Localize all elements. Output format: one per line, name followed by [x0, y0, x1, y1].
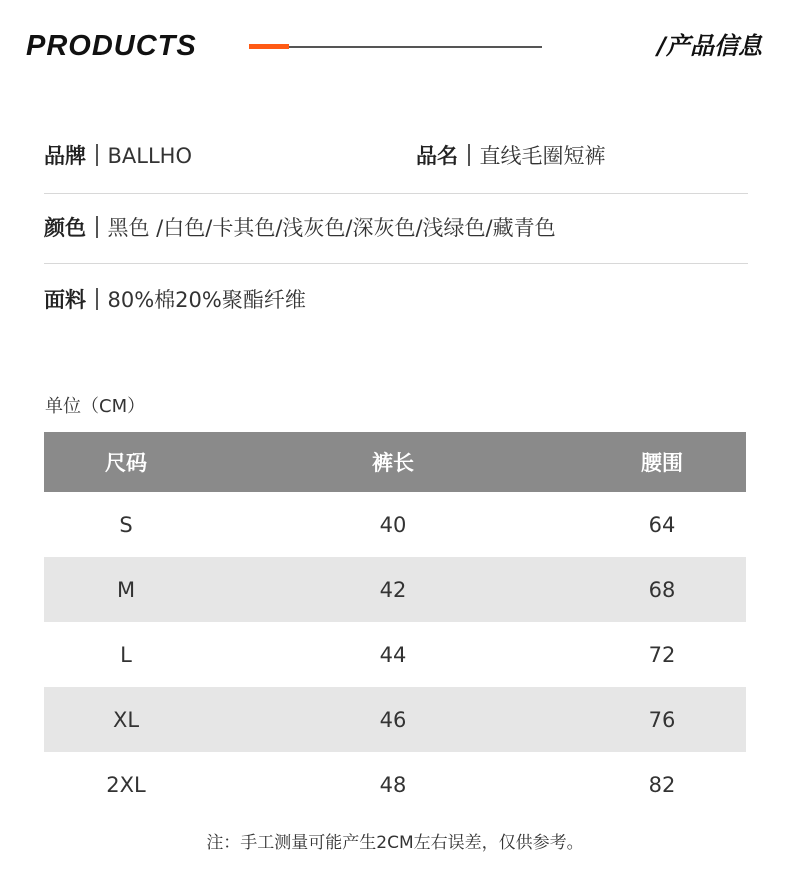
- fabric-key: 面料: [44, 288, 86, 312]
- size-cell: M: [44, 557, 208, 622]
- length-cell: 42: [208, 557, 578, 622]
- size-cell: S: [119, 512, 133, 537]
- header-length: 裤长: [208, 432, 578, 492]
- waist-cell: 82: [648, 772, 676, 797]
- fabric-row: [44, 285, 748, 315]
- waist-cell: 68: [578, 557, 746, 622]
- table-row: [44, 752, 746, 817]
- separator: [96, 144, 98, 166]
- name-key: 品名: [416, 144, 458, 168]
- size-cell: XL: [44, 687, 208, 752]
- color-value: 黑色 /白色/卡其色/浅灰色/深灰色/浅绿色/藏青色: [107, 216, 556, 240]
- size-cell: L: [120, 642, 132, 667]
- brand-value: BALLHO: [107, 144, 192, 168]
- table-row: [44, 492, 746, 557]
- page-header: [0, 0, 790, 90]
- unit-label: 单位（CM）: [45, 396, 146, 417]
- separator: [96, 288, 98, 310]
- brand-key: 品牌: [44, 144, 86, 168]
- color-key: 颜色: [44, 216, 86, 240]
- waist-cell: 72: [648, 642, 676, 667]
- waist-cell: 76: [578, 687, 746, 752]
- size-table-header: [44, 432, 746, 492]
- separator: [468, 144, 470, 166]
- size-cell: 2XL: [106, 772, 146, 797]
- name-value: 直线毛圈短裤: [479, 144, 606, 168]
- products-heading: PRODUCTS: [26, 30, 197, 62]
- length-cell: 40: [379, 512, 407, 537]
- length-cell: 46: [208, 687, 578, 752]
- header-divider-line: [289, 46, 542, 48]
- name-row: [416, 141, 748, 171]
- info-divider: [44, 193, 748, 194]
- info-divider: [44, 263, 748, 264]
- fabric-value: 80%棉20%聚酯纤维: [107, 288, 306, 312]
- table-row: [44, 622, 746, 687]
- table-row: [44, 687, 746, 752]
- header-size: 尺码: [44, 432, 208, 492]
- product-info-title: /产品信息: [657, 32, 762, 60]
- measurement-note: 注：手工测量可能产生2CM左右误差，仅供参考。: [206, 833, 584, 853]
- size-table: [44, 432, 746, 817]
- length-cell: 44: [379, 642, 407, 667]
- header-waist: 腰围: [578, 432, 746, 492]
- table-row: [44, 557, 746, 622]
- accent-line: [249, 44, 289, 49]
- color-row: [44, 213, 748, 243]
- length-cell: 48: [379, 772, 407, 797]
- waist-cell: 64: [648, 512, 676, 537]
- separator: [96, 216, 98, 238]
